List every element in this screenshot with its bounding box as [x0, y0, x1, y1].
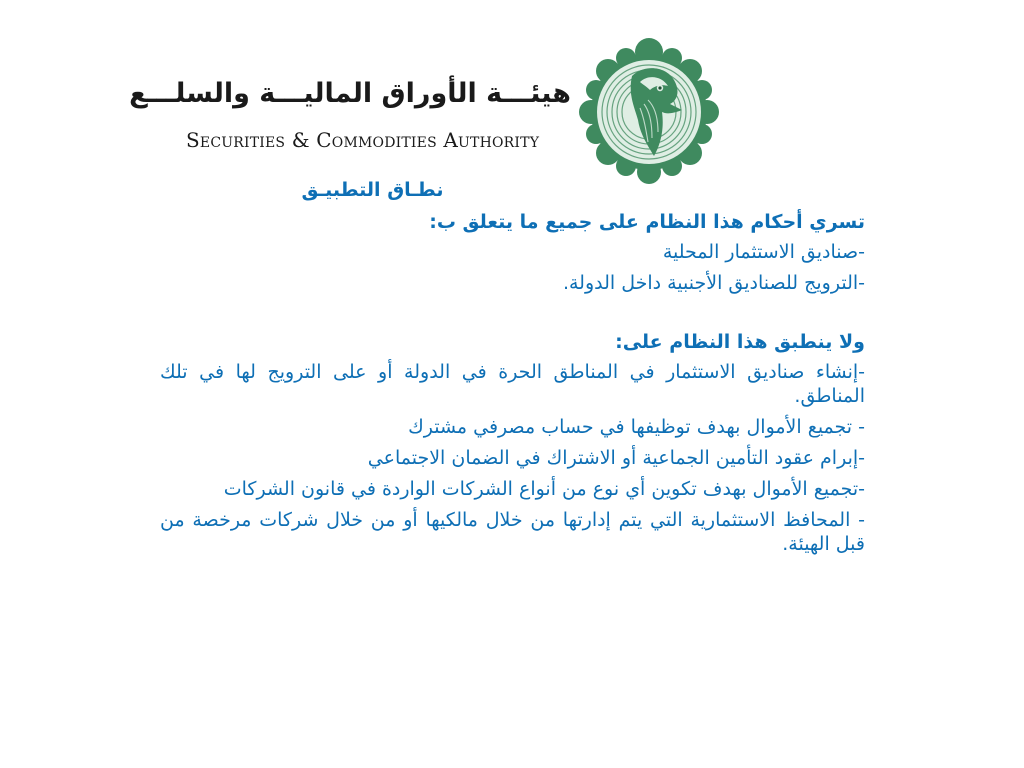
scope-item: -الترويج للصناديق الأجنبية داخل الدولة. [562, 272, 865, 294]
logo-wordmark [129, 30, 571, 180]
slide-content [160, 178, 865, 563]
exclusion-item: - المحافظ الاستثمارية التي يتم إدارتها من خلال مالكيها أو من خلال شركات مرخصة من قبل الهيئة. [160, 509, 865, 555]
section-spacer [160, 302, 865, 330]
org-name-arabic: هيئـــة الأوراق الماليـــة والسلـــع [129, 78, 571, 109]
exclusion-item: -إبرام عقود التأمين الجماعية أو الاشتراك في الضمان الاجتماعي [367, 447, 865, 469]
scope-item: -صناديق الاستثمار المحلية [662, 241, 865, 263]
falcon-emblem-icon [574, 34, 724, 184]
organization-logo [129, 30, 736, 180]
slide-title: نطـاق التطبيـق [301, 179, 444, 201]
scope-heading: تسري أحكام هذا النظام على جميع ما يتعلق ب: [429, 211, 865, 233]
org-name-english: Securities & Commodities Authority [186, 128, 540, 152]
exclusion-item: - تجميع الأموال بهدف توظيفها في حساب مصرفي مشترك [408, 416, 865, 438]
exclusion-heading: ولا ينطبق هذا النظام على: [615, 331, 865, 353]
exclusion-item: -تجميع الأموال بهدف تكوين أي نوع من أنواع الشركات الواردة في قانون الشركات [223, 478, 865, 500]
exclusion-item: -إنشاء صناديق الاستثمار في المناطق الحرة في الدولة أو على الترويج لها في تلك المناطق. [160, 361, 865, 407]
